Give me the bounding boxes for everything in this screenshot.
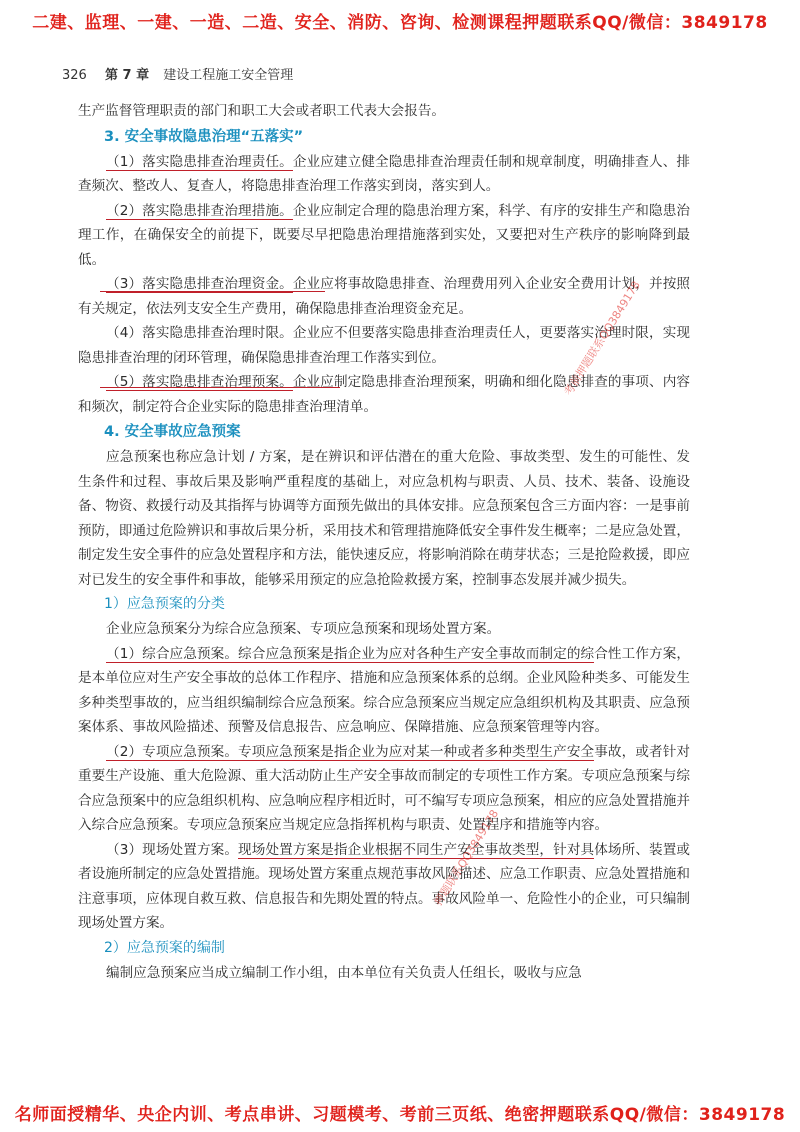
item-2-paragraph <box>78 199 690 273</box>
bottom-promo-banner: 名师面授精华、央企内训、考点串讲、习题模考、考前三页纸、绝密押题联系QQ/微信：3849178 <box>14 1105 786 1125</box>
annotation-line <box>100 387 340 388</box>
page-number: 326 <box>62 68 87 83</box>
annotation-line <box>100 291 325 292</box>
item-4-lead: （4）落实隐患排查治理时限。 <box>106 325 293 341</box>
subsection-1-paragraph: 企业应急预案分为综合应急预案、专项应急预案和现场处置方案。 <box>106 621 501 637</box>
category-3-lead: （3）现场处置方案。 <box>106 841 239 858</box>
running-head <box>62 64 293 83</box>
category-2-definition: 专项应急预案是指企业为应对某一种或者多种类型生产安全 <box>238 743 595 760</box>
item-1-paragraph <box>78 150 690 199</box>
category-3-text: 体场所、装置或者设施所制定的应急处置措施。现场处置方案重点规范事故风险描述、应急工作职责、应急处置措施和注意事项，应体现自救互救、信息报告和先期处置的特点。事故风险单一、危险性小的企业，可只编制现场处置方案。 <box>78 841 691 931</box>
item-1-text: 企业应建立健全隐患排查治理责任制和规章制度，明确排查人、排查频次、整改人、复查人，将隐患排查治理工作落实到岗，落实到人。 <box>78 153 690 194</box>
item-5-text: 企业应制定隐患排查治理预案，明确和细化隐患排查的事项、内容和频次，制定符合企业实际的隐患排查治理清单。 <box>78 374 690 415</box>
category-1-paragraph <box>78 642 690 740</box>
category-3-paragraph <box>78 838 690 936</box>
category-3-definition: 现场处置方案是指企业根据不同生产安全事故类型，针对具 <box>238 841 595 858</box>
item-3-lead: （3）落实隐患排查治理资金。 <box>106 276 293 292</box>
section-4-heading: 4. 安全事故应急预案 <box>104 424 241 440</box>
subsection-2-paragraph: 编制应急预案应当成立编制工作小组，由本单位有关负责人任组长，吸收与应急 <box>106 964 582 981</box>
paragraph-continuation: 生产监督管理职责的部门和职工大会或者职工代表大会报告。 <box>78 103 446 119</box>
section-4-paragraph: 应急预案也称应急计划 / 方案，是在辨识和评估潜在的重大危险、事故类型、发生的可能性、发生条件和过程、事故后果及影响严重程度的基础上，对应急机构与职责、人员、技术、装备、设施设备、物资、救援行动及其指挥与协调等方面预先做出的具体安排。应急预案包含三方面内容：一是事前预防，即通过危险辨识和事故后果分析，采用技术和管理措施降低安全事件发生概率；二是应急处置，制定发生安全事件的应急处置程序和方法，能快速反应，将影响消除在萌芽状态；三是抢险救援，即应对已发生的安全事件和事故，能够采用预定的应急抢险救援方案，控制事态发展并减少损失。 <box>78 449 690 588</box>
subsection-1-heading: 1）应急预案的分类 <box>104 596 225 612</box>
item-3-text: 企业应将事故隐患排查、治理费用列入企业安全费用计划，并按照有关规定，依法列支安全生产费用，确保隐患排查治理资金充足。 <box>78 276 690 317</box>
watermark-text: 考前押题联系QQ3849178 <box>561 278 643 398</box>
category-1-lead: （1）综合应急预案。 <box>106 645 239 662</box>
item-3-paragraph <box>78 272 690 321</box>
item-2-lead: （2）落实隐患排查治理措施。 <box>106 202 293 219</box>
watermark-text: 押题联系QQ3849178 <box>431 807 502 908</box>
subsection-2-heading: 2）应急预案的编制 <box>104 939 225 956</box>
item-5-lead: （5）落实隐患排查治理预案。 <box>106 374 293 390</box>
chapter-title: 建设工程施工安全管理 <box>163 68 294 83</box>
category-2-paragraph <box>78 740 690 838</box>
category-2-text: 事故，或者针对重要生产设施、重大危险源、重大活动防止生产安全事故而制定的专项性工作方案。专项应急预案与综合应急预案中的应急组织机构、应急响应程序相近时，可不编写专项应急预案，相应的应急处置措施并入综合应急预案。专项应急预案应当规定应急指挥机构与职责、处置程序和措施等内容。 <box>78 743 691 833</box>
page-body <box>78 99 690 985</box>
chapter-label: 第 7 章 <box>104 68 150 83</box>
category-2-lead: （2）专项应急预案。 <box>106 743 239 760</box>
top-promo-banner: 二建、监理、一建、一造、二造、安全、消防、咨询、检测课程押题联系QQ/微信：3849178 <box>32 13 768 33</box>
category-1-text: 合性工作方案，是本单位应对生产安全事故的总体工作程序、措施和应急预案体系的总纲。企业风险种类多、可能发生多种类型事故的，应当组织编制综合应急预案。综合应急预案应当规定应急组织机构及其职责、应急预案体系、事故风险描述、预警及信息报告、应急响应、保障措施、应急预案管理等内容。 <box>78 645 691 735</box>
item-1-lead: （1）落实隐患排查治理责任。 <box>106 153 293 170</box>
item-2-text: 企业应制定合理的隐患治理方案，科学、有序的安排生产和隐患治理工作，在确保安全的前提下，既要尽早把隐患治理措施落到实处，又要把对生产秩序的影响降到最低。 <box>78 202 690 268</box>
section-3-heading: 3. 安全事故隐患治理“五落实” <box>104 128 304 145</box>
category-1-definition: 综合应急预案是指企业为应对各种生产安全事故而制定的综 <box>238 645 595 662</box>
item-5-paragraph <box>78 370 690 419</box>
item-4-text: 企业应不但要落实隐患排查治理责任人，更要落实治理时限，实现隐患排查治理的闭环管理，确保隐患排查治理工作落实到位。 <box>78 325 690 366</box>
